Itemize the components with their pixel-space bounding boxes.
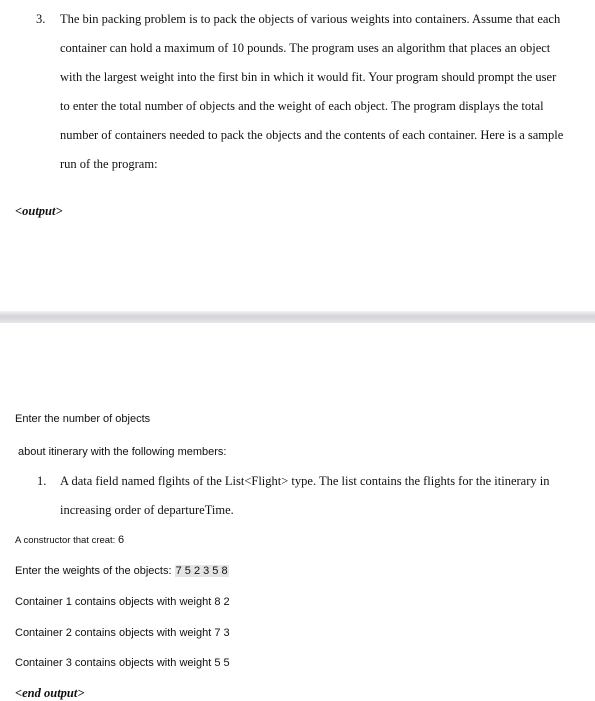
weights-line	[15, 565, 229, 577]
constructor-value: 6	[117, 534, 125, 546]
question-number: 3.	[36, 12, 46, 26]
container-line-3: Container 3 contains objects with weight 5 5	[15, 657, 230, 669]
itinerary-intro: about itinerary with the following members:	[18, 446, 227, 458]
list-item-line-1: A data field named flgihts of the List<Flight> type. The list contains the flights for the itinerary in	[60, 474, 550, 488]
constructor-label: A constructor that creat:	[15, 535, 116, 546]
list-item-line-2: increasing order of departureTime.	[60, 503, 234, 517]
prompt-number-of-objects: Enter the number of objects	[15, 413, 151, 425]
output-open-tag: <output>	[15, 204, 63, 218]
container-line-1: Container 1 contains objects with weight 8 2	[15, 596, 230, 608]
container-line-2: Container 2 contains objects with weight 7 3	[15, 627, 230, 639]
question-line-6: run of the program:	[60, 157, 158, 171]
question-line-3: with the largest weight into the first bin in which it would fit. Your program should prompt the user	[60, 70, 557, 84]
output-close-tag: <end output>	[15, 686, 85, 700]
question-line-2: container can hold a maximum of 10 pounds. The program uses an algorithm that places an object	[60, 41, 551, 55]
constructor-line	[15, 534, 124, 546]
question-line-4: to enter the total number of objects and the weight of each object. The program displays the total	[60, 99, 544, 113]
weights-value: 7 5 2 3 5 8	[175, 565, 228, 577]
list-item-number: 1.	[37, 474, 47, 488]
weights-label: Enter the weights of the objects:	[15, 565, 172, 577]
question-line-5: number of containers needed to pack the objects and the contents of each container. Here is a sample	[60, 128, 564, 142]
question-line-1: The bin packing problem is to pack the objects of various weights into containers. Assume that each	[60, 12, 561, 26]
page-divider	[0, 311, 595, 323]
